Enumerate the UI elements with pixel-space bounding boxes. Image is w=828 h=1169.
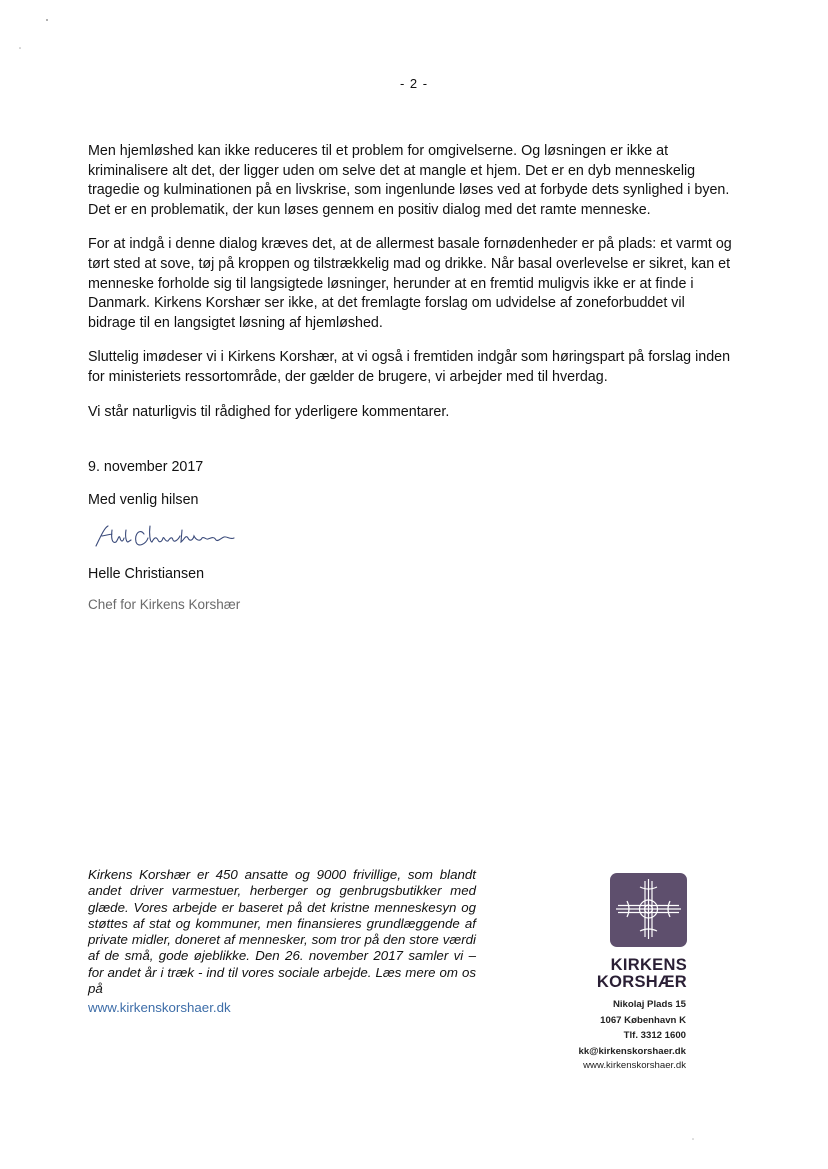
body-paragraph: Men hjemløshed kan ikke reduceres til et problem for omgivelserne. Og løsningen er ikke at kriminalisere alt det, der ligger uden om selve det at mangle et hjem. Det er en dyb menneskelig tragedie og kulminationen på en livskrise, som ingenlunde løses ved at forbyde dets synlighed i byen. Det er en problematik, der kun løses gennem en positiv dialog med det ramte menneske.: [88, 143, 730, 218]
contact-phone: Tlf. 3312 1600: [623, 1030, 686, 1041]
contact-city: 1067 København K: [600, 1015, 686, 1026]
organization-name: [575, 957, 687, 991]
letter-body: [88, 142, 736, 437]
letter-date: 9. november 2017: [88, 459, 204, 475]
body-paragraph: Sluttelig imødeser vi i Kirkens Korshær, at vi også i fremtiden indgår som høringspart på forslag inden for ministeriets ressortområde, der gælder de brugere, vi arbejder med til hverdag.: [88, 349, 731, 385]
body-paragraph: Vi står naturligvis til rådighed for yderligere kommentarer.: [88, 403, 450, 420]
page-number: - 2 -: [399, 76, 429, 91]
contact-email[interactable]: kk@kirkenskorshaer.dk: [578, 1046, 686, 1057]
org-name-line2: KORSHÆR: [596, 973, 687, 991]
closing-block: [88, 458, 203, 510]
signer-name: Helle Christiansen: [88, 566, 205, 582]
signer-title: Chef for Kirkens Korshær: [88, 597, 241, 612]
org-name-line1: KIRKENS: [610, 956, 687, 974]
contact-web[interactable]: www.kirkenskorshaer.dk: [583, 1060, 686, 1071]
footer-website-link[interactable]: www.kirkenskorshaer.dk: [88, 1000, 231, 1015]
greeting: Med venlig hilsen: [88, 492, 199, 508]
body-paragraph: For at indgå i denne dialog kræves det, at de allermest basale fornødenheder er på plads: et varmt og tørt sted at sove, tøj på kroppen og tilstrækkelig mad og drikke. Når basal overlevelse er sikret, kan et menneske forholde sig til langsigtede løsninger, herunder at en fremtid muligvis ikke er at finde i Danmark. Kirkens Korshær ser ikke, at det fremlagte forslag om udvidelse af zoneforbuddet vil bidrage til en langsigtet løsning af hjemløshed.: [88, 236, 732, 331]
handwritten-signature: [90, 520, 240, 554]
kirkens-korshaer-cross-logo-icon: [610, 873, 687, 947]
contact-address: Nikolaj Plads 15: [612, 999, 686, 1010]
footer-description: Kirkens Korshær er 450 ansatte og 9000 frivillige, som blandt andet driver varmestuer, herberger og genbrugsbutikker med glæde. Vores arbejde er baseret på det kristne menneskesyn og støttes af stat og kommuner, men finansieres grundlæggende af private midler, doneret af mennesker, som tror på den store værdi af de små, gode øjeblikke. Den 26. november 2017 samler vi – for andet år i træk - ind til vores sociale arbejde. Læs mere om os på: [88, 867, 476, 997]
